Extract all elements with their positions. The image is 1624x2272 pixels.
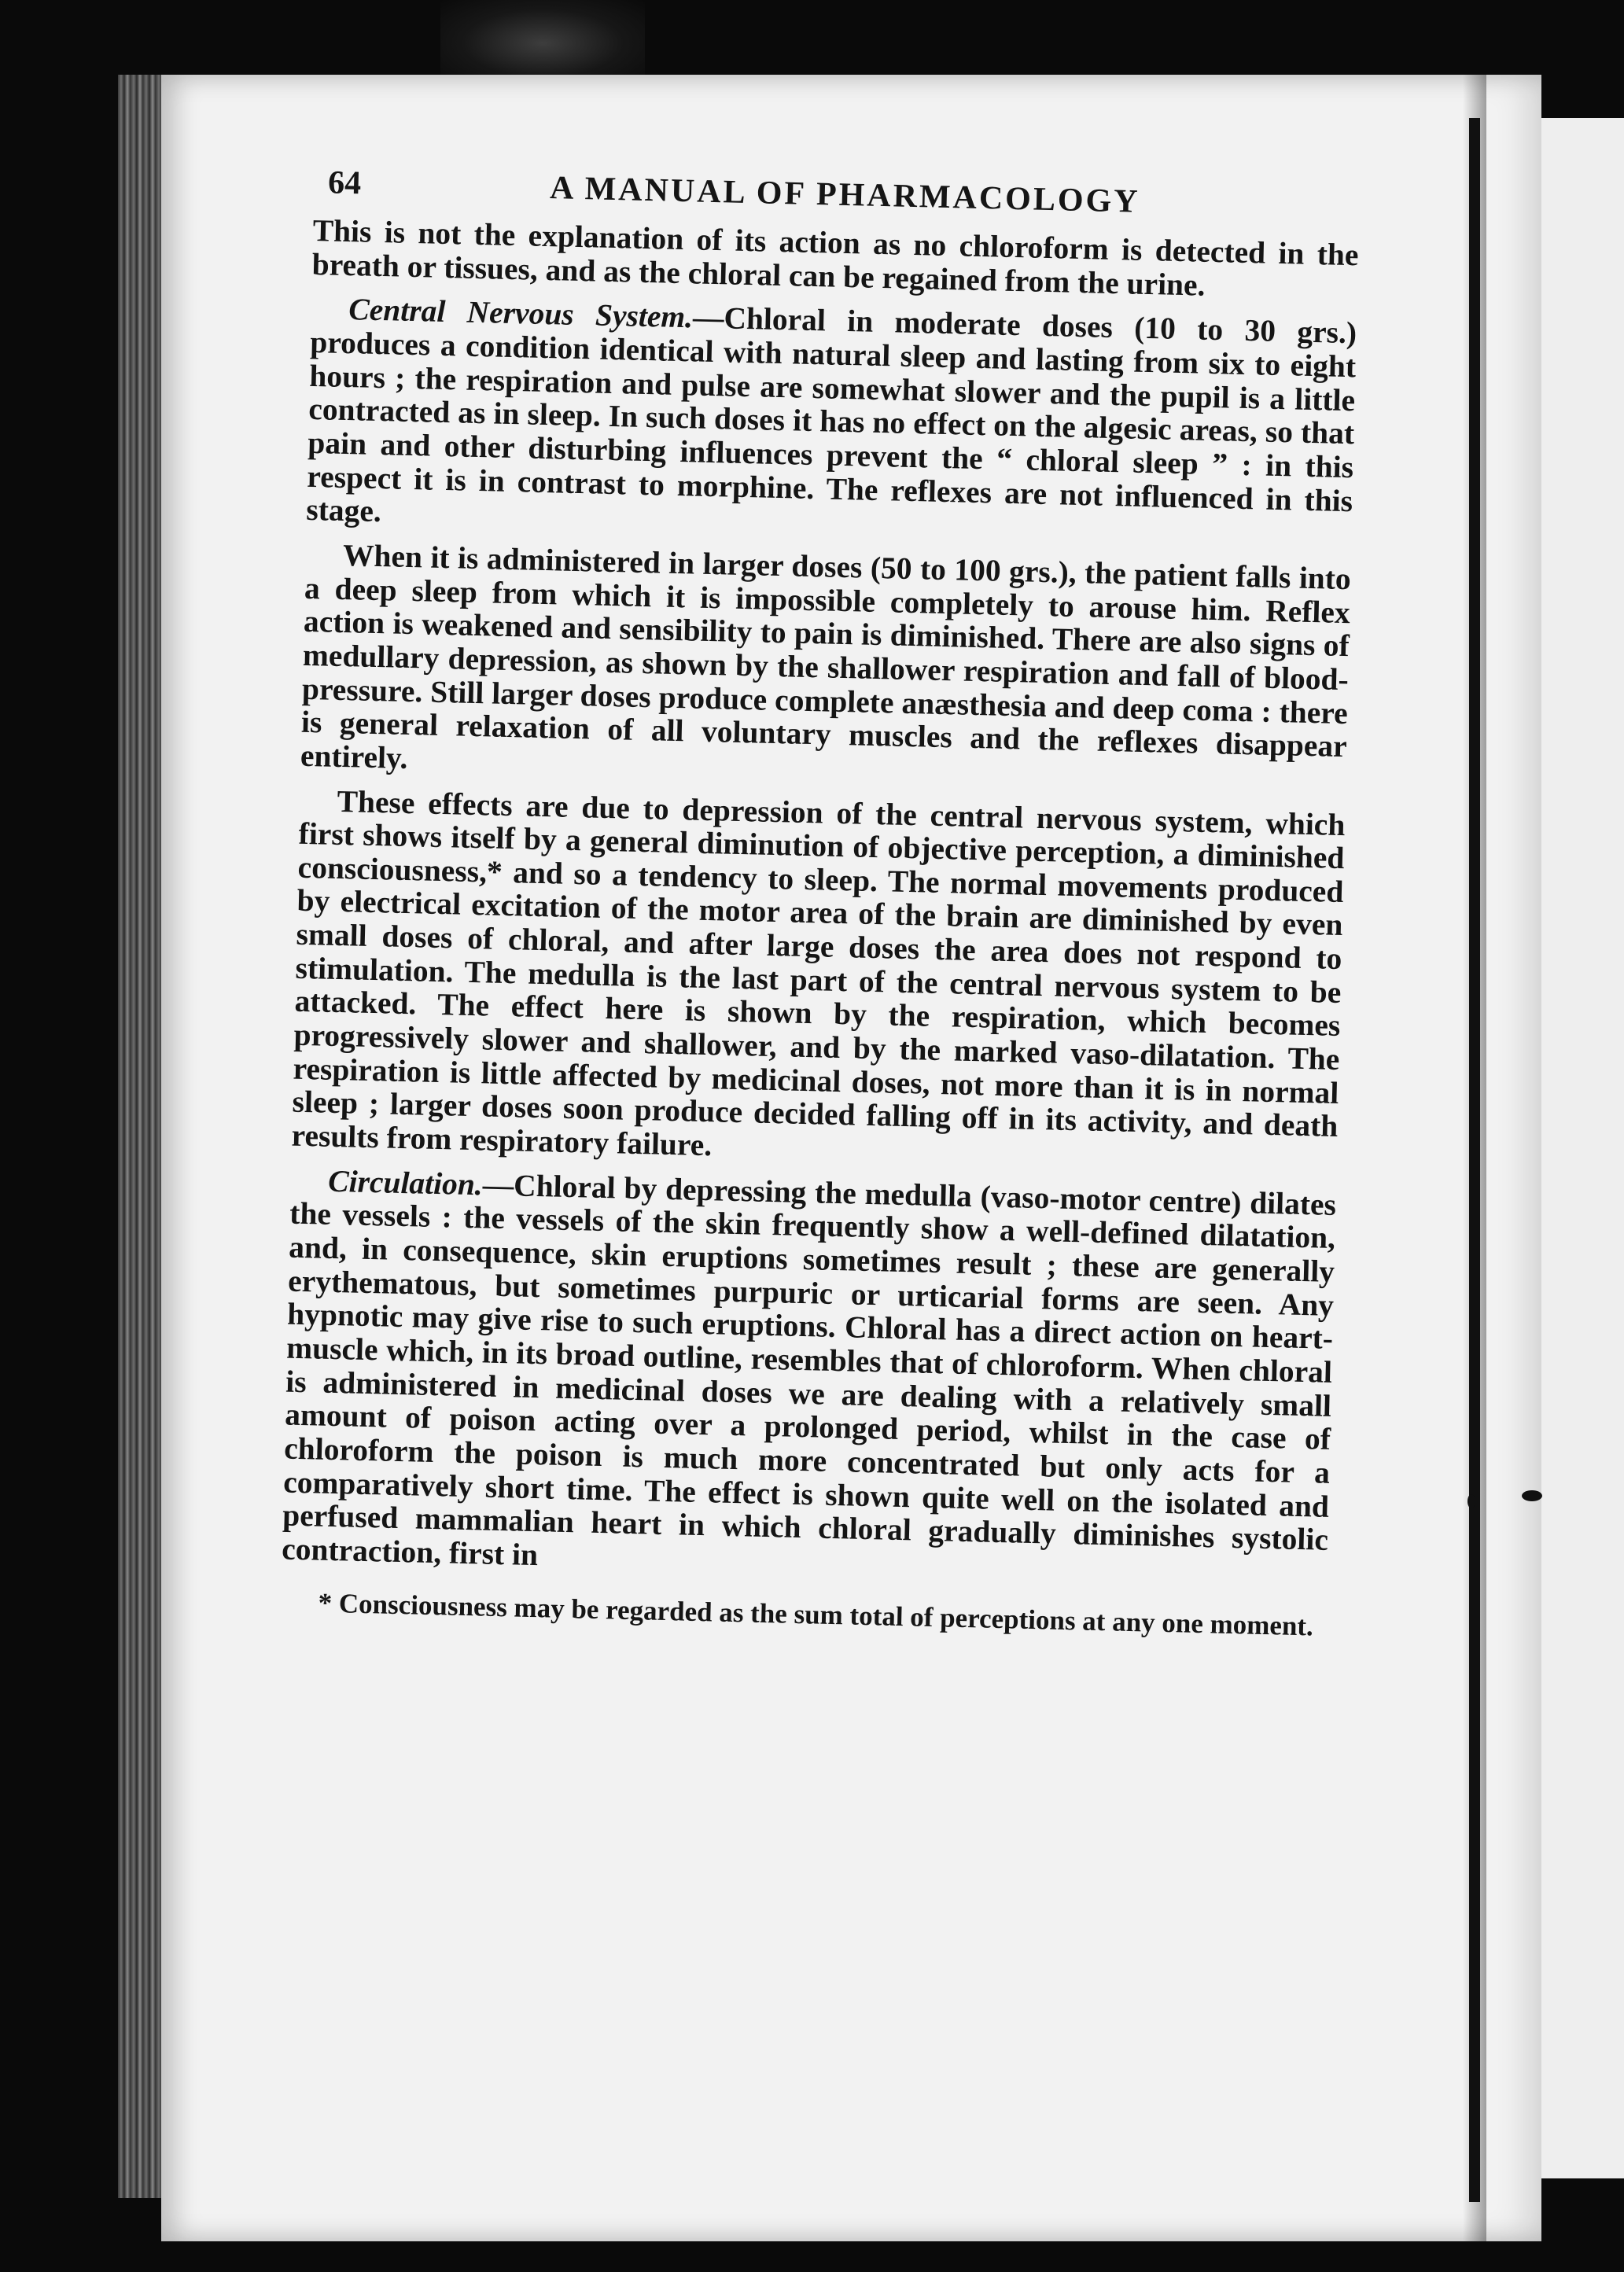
book-spine (118, 75, 165, 2198)
paragraph-text: These effects are due to depression of the central nervous system, which first shows itself by a general diminution of objective perception, a diminished consciousness,* and so a tendency to sleep. The normal movements produced by electrical excitation of the motor area of the brain are diminished by even small doses of chloral, and after large doses the area does not respond to stimulation. The medulla is the last part of the central nervous system to be attacked. The effect here is shown by the respiration, which becomes progressively slower and shallower, and by the marked vaso-dilatation. The respiration is little affected by medicinal doses, not more than it is in normal sleep ; larger doses soon produce decided falling off in its activity, and death results from respiratory failure. (291, 783, 1346, 1163)
paragraph-text: This is not the explanation of its action as no chloroform is detected in the breath or tissues, and as the chloral can be regained from the urine. (311, 212, 1359, 303)
paragraph-text: —Chloral by depressing the medulla (vaso-motor centre) dilates the vessels : the vessels of the skin frequently show a well-defined dilatation, and, in consequence, skin eruptions sometimes result ; these are generally erythematous, but sometimes purpuric or urticarial forms are seen. Any hypnotic may give rise to such eruptions. Chloral has a direct action on heart-muscle which, in its broad outline, resembles that of chloroform. When chloral is administered in medicinal doses we are dealing with a relatively small amount of poison acting over a prolonged period, whilst in the case of chloroform the poison is much more concentrated but only acts for a comparatively short time. The effect is shown quite well on the isolated and perfused mammalian heart in which chloral gradually diminishes systolic contraction, first in (281, 1167, 1337, 1573)
paragraph-text: —Chloral in moderate doses (10 to 30 grs.) produces a condition identical with natural sleep and lasting from six to eight hours ; the respiration and pulse are somewhat slower and the pupil is a little contracted as in sleep. In such doses it has no effect on the algesic areas, so that pain and other disturbing influences prevent the “ chloral sleep ” : in this respect it is in contrast to morphine. The reflexes are not influenced in this stage. (305, 300, 1357, 529)
running-title: A MANUAL OF PHARMACOLOGY (549, 170, 1141, 220)
page-text-block (279, 157, 1360, 1670)
paragraph (282, 1163, 1337, 1590)
ink-speck (1467, 1494, 1475, 1508)
page-gutter-line (1469, 118, 1480, 2202)
paragraph (306, 292, 1357, 551)
scan-artifact (440, 0, 645, 87)
facing-page-edge (1541, 118, 1624, 2178)
section-heading: Circulation. (327, 1163, 484, 1202)
ink-speck (1522, 1490, 1542, 1501)
section-heading: Central Nervous System. (348, 292, 694, 335)
page-number: 64 (327, 164, 362, 202)
footnote: * Consciousness may be regarded as the sum total of perceptions at any one moment. (318, 1587, 1314, 1642)
paragraph-text: When it is administered in larger doses (50 to 100 grs.), the patient falls into a deep sleep from which it is impossible completely to arouse him. Reflex action is weakened and sensibility to pain is diminished. There are also signs of medullary depression, as shown by the shallower respiration and fall of blood-pressure. Still larger doses produce complete anæsthesia and deep coma : there is general relaxation of all voluntary muscles and the reflexes disappear entirely. (300, 537, 1352, 775)
paragraph (291, 783, 1346, 1177)
paragraph (300, 538, 1352, 797)
